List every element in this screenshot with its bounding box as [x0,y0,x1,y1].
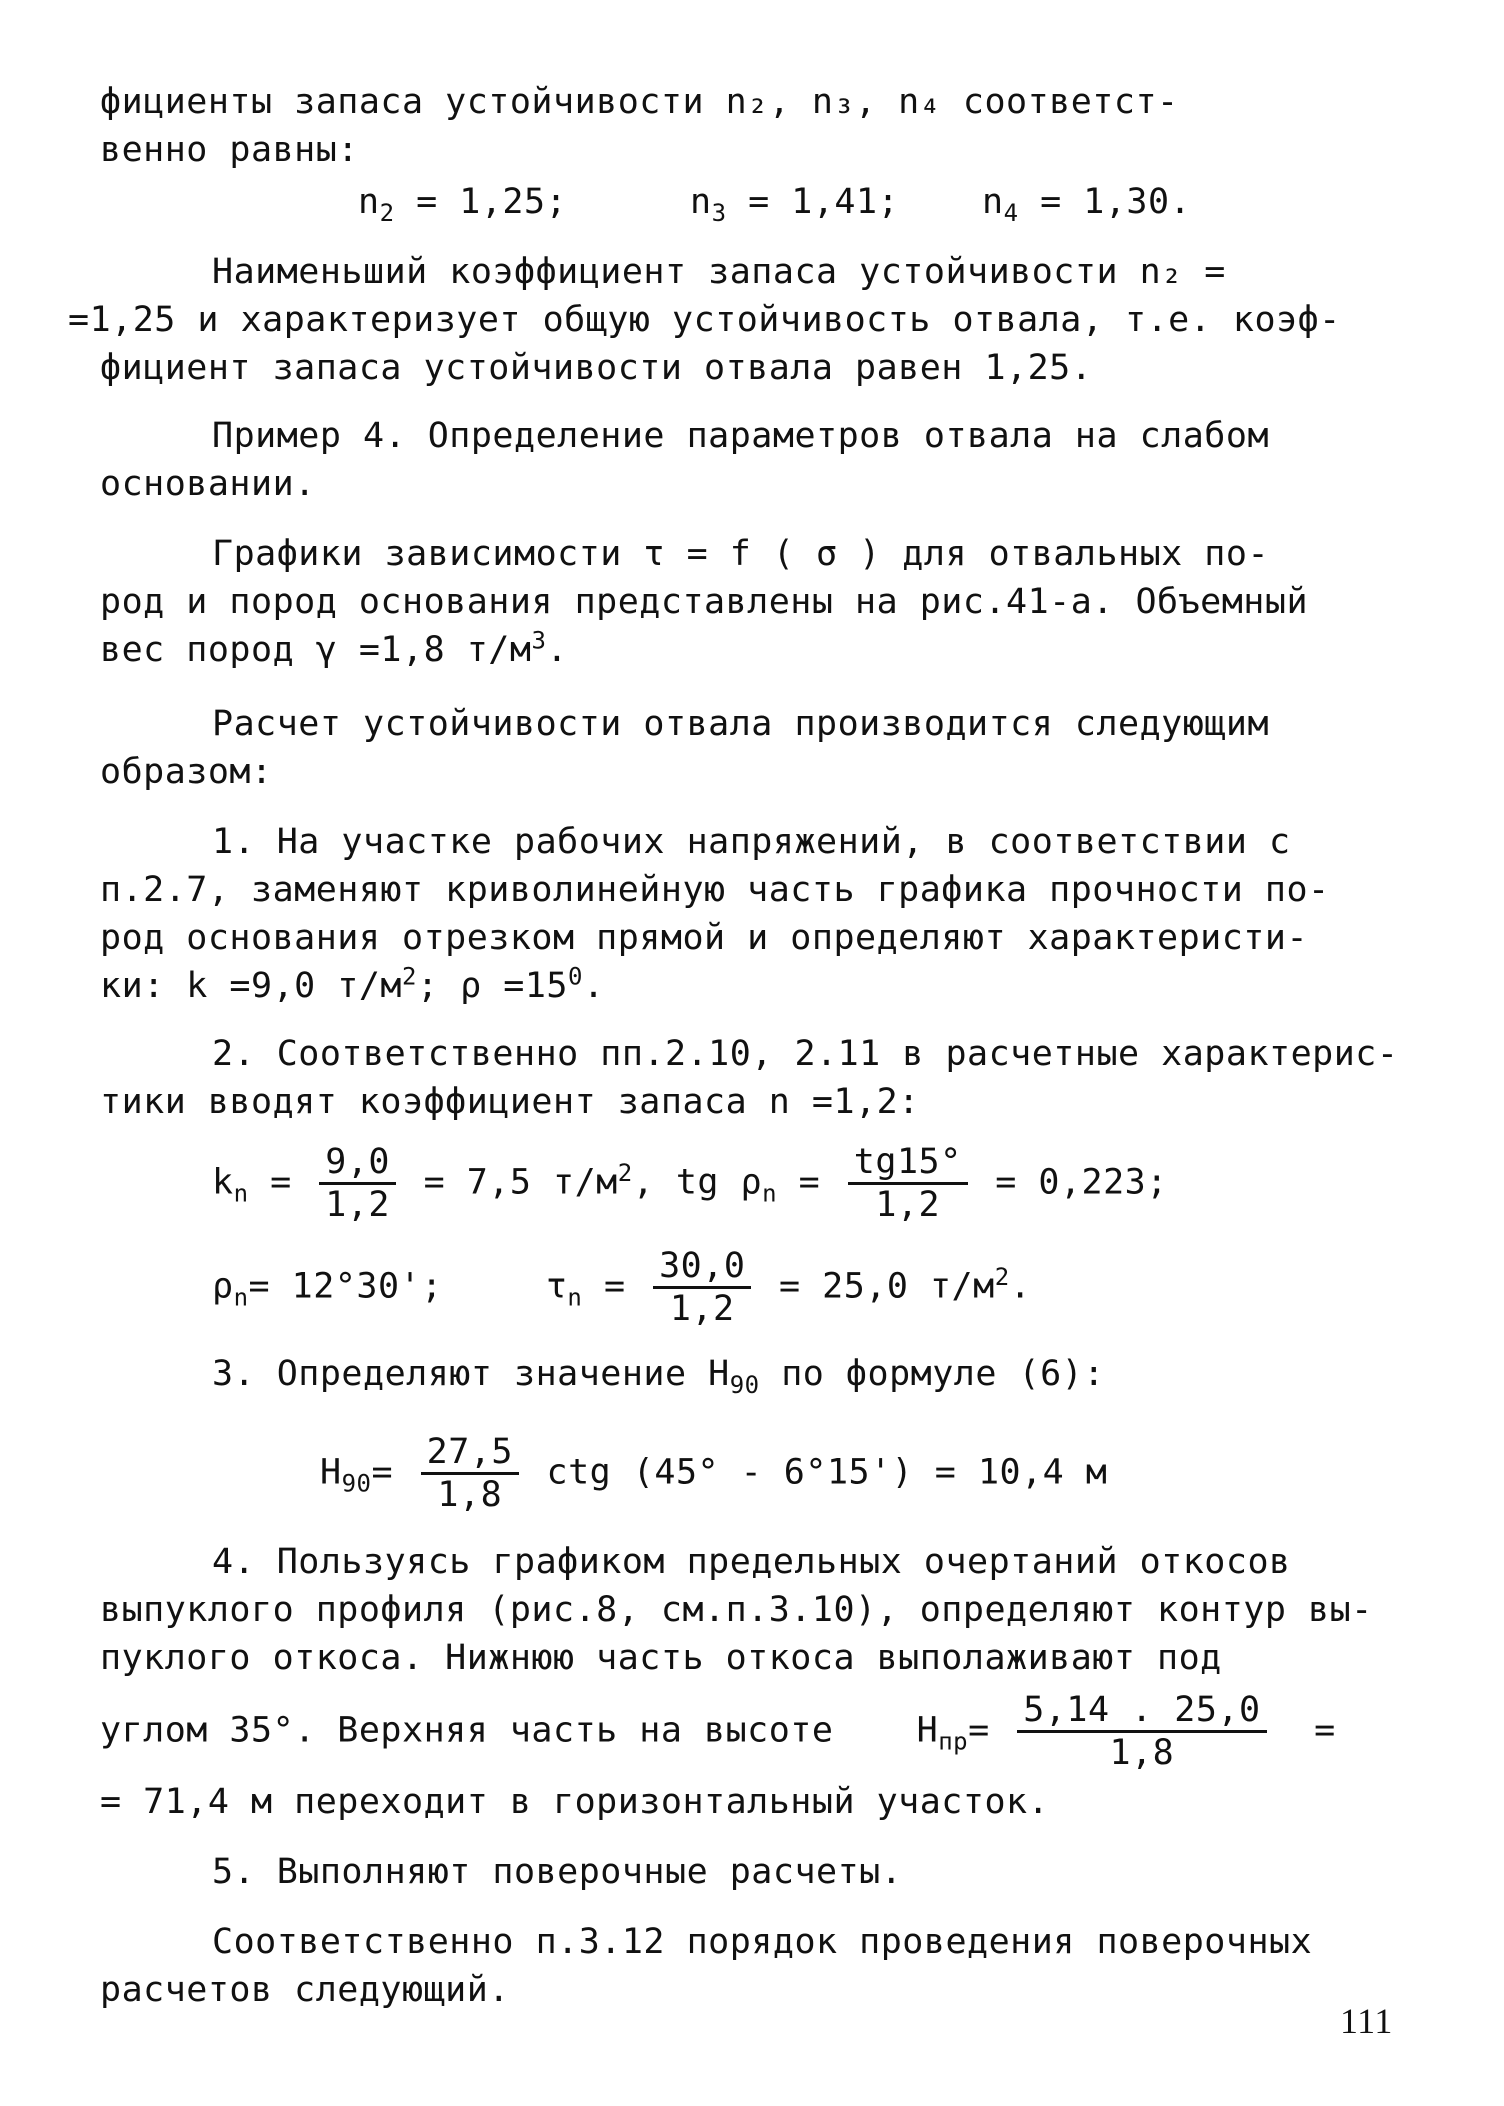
page-number: 111 [1340,2001,1393,2041]
intro-line-2: венно равны: [100,130,359,170]
min-coef-line-1: Наименьший коэффициент запаса устойчивости n₂ = [212,252,1226,292]
calc-line-1: Расчет устойчивости отвала производится следующим [212,704,1270,744]
fraction-h90: $\frac{27,5}{1,8}$ [421,1432,519,1515]
fraction-kn: $\frac{9,0}{1,2}$ [319,1142,396,1225]
step2-line-2: тики вводят коэффициент запаса n =1,2: [100,1082,920,1122]
min-coef-line-2: =1,25 и характеризует общую устойчивость отвала, т.е. коэф- [68,300,1341,340]
step1-line-2: п.2.7, заменяют криволинейную часть графика прочности по- [100,870,1330,910]
step4-line-3: пуклого откоса. Нижнюю часть откоса выполаживают под [100,1638,1222,1678]
step3-line-1: 3. Определяют значение $H_{90}$ по формуле (6): [212,1354,1105,1399]
step2-line-1: 2. Соответственно пп.2.10, 2.11 в расчетные характерис- [212,1034,1399,1074]
min-coef-line-3: фициент запаса устойчивости отвала равен 1,25. [100,348,1093,388]
example-heading-2: основании. [100,464,316,504]
formula-h90: $H_{90}=$ $\frac{27,5}{1,8}$ ctg (45° - 6°15') = 10,4 м [320,1432,1108,1515]
formula-rho-tau: $\rho_n= 12^\circ 30'$; $\tau_n$ = $\frac{30,0}{1,2}$ = 25,0 $т/м^2$. [212,1246,1032,1329]
example-heading: Пример 4. Определение параметров отвала на слабом [212,416,1270,456]
fraction-tau: $\frac{30,0}{1,2}$ [653,1246,751,1329]
graphs-line-1: Графики зависимости τ = f ( σ ) для отвальных по- [212,534,1270,574]
graphs-line-3: вес пород γ =1,8 $т/м^3$. [100,626,568,670]
calc-line-2: образом: [100,752,273,792]
coef-n2: $n_2 = 1,25$; [358,182,568,227]
coef-n3: $n_3 = 1,41$; [690,182,900,227]
fraction-hnp: $\frac{5,14 . 25,0}{1,8}$ [1017,1690,1266,1773]
intro-line-1: фициенты запаса устойчивости n₂, n₃, n₄ соответст- [100,82,1179,122]
step4-line-5: = 71,4 м переходит в горизонтальный участок. [100,1782,1050,1822]
step4-line-2: выпуклого профиля (рис.8, см.п.3.10), определяют контур вы- [100,1590,1373,1630]
coef-n4: $n_4 = 1,30$. [982,182,1192,227]
step1-line-1: 1. На участке рабочих напряжений, в соответствии с [212,822,1291,862]
final-line-2: расчетов следующий. [100,1970,510,2010]
graphs-line-2: род и пород основания представлены на рис.41-а. Объемный [100,582,1309,622]
formula-kn: $k_n$ = $\frac{9,0}{1,2}$ = 7,5 $т/м^2$, tg $\rho_n$ = $\frac{tg15^\circ}{1,2}$ = 0,223; [212,1142,1168,1225]
step4-line-4: углом 35°. Верхняя часть на высоте $H_{пр}=$ $\frac{5,14 . 25,0}{1,8}$ = [100,1690,1336,1773]
step4-line-1: 4. Пользуясь графиком предельных очертаний откосов [212,1542,1291,1582]
step1-line-4: ки: k =9,0 $т/м^2$; $\rho =15^0$. [100,962,605,1006]
fraction-tg: $\frac{tg15^\circ}{1,2}$ [848,1142,968,1225]
step1-line-3: род основания отрезком прямой и определяют характеристи- [100,918,1309,958]
final-line-1: Соответственно п.3.12 порядок проведения поверочных [212,1922,1313,1962]
step5-line-1: 5. Выполняют поверочные расчеты. [212,1852,903,1892]
